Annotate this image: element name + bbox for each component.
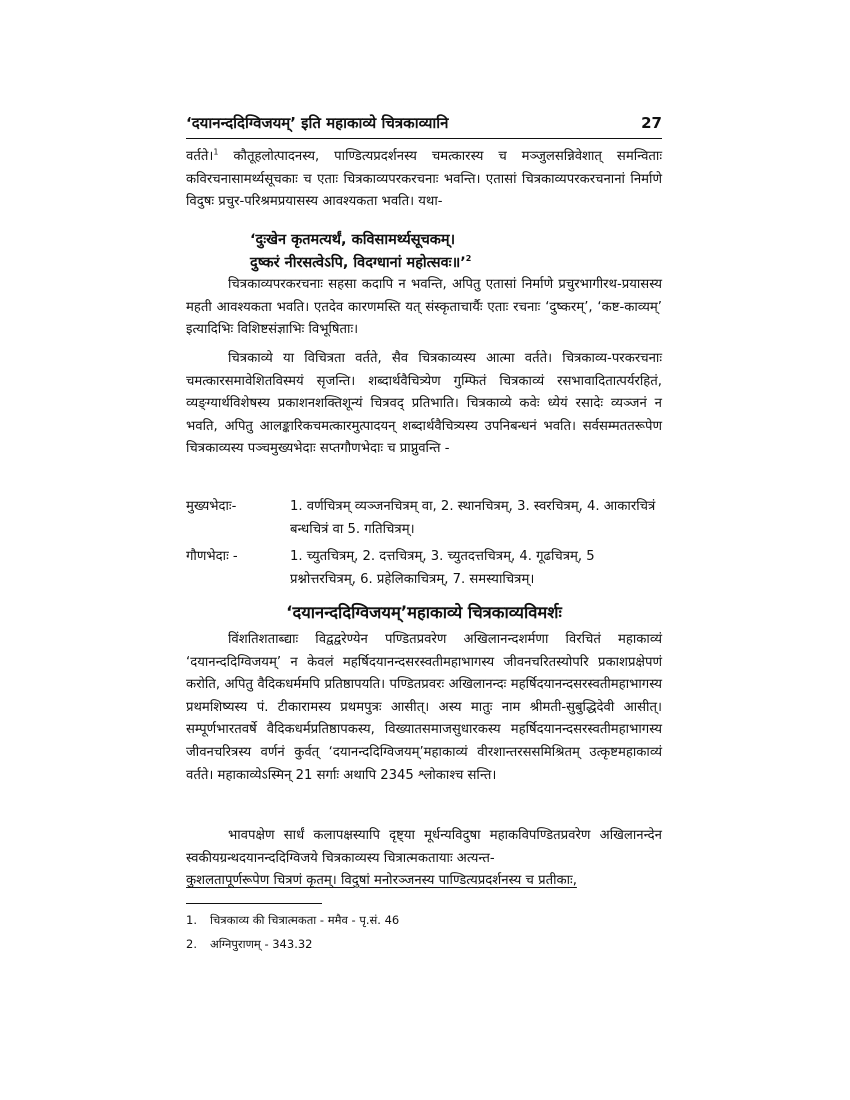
- mukhya-bheda-label: मुख्यभेदाः-: [186, 499, 237, 514]
- footnote-rule: [186, 903, 322, 904]
- footnote-ref-1: 1: [213, 147, 219, 157]
- running-header-title: ‘दयानन्ददिग्विजयम्’ इति महाकाव्ये चित्रकाव्यानि: [186, 114, 449, 132]
- paragraph-5-main: भावपक्षेण सार्धं कलापक्षस्यापि दृष्ट्या मूर्धन्यविदुषा महाकविपण्डितप्रवरेण अखिलानन्देन स्वकीयग्रन्थदयानन्ददिग्विजये चित्रकाव्यस्य चित्रात्मकतायाः अत्यन्त-: [186, 828, 662, 866]
- verse-line-2: दुष्करं नीरसत्वेऽपि, विदग्धानां महोत्सवः॥’: [250, 255, 466, 271]
- paragraph-1-start: वर्तते।: [186, 149, 214, 164]
- page-number: 27: [641, 114, 662, 132]
- mukhya-bheda-row: [186, 496, 662, 541]
- gauna-bheda-list: 1. च्युतचित्रम्, 2. दत्तचित्रम्, 3. च्युतदत्तचित्रम्, 4. गूढचित्रम्, 5 प्रश्नोत्तरचित्रम्, 6. प्रहेलिकाचित्रम्, 7. समस्याचित्रम्।: [290, 549, 595, 587]
- running-header: [186, 112, 662, 134]
- verse-quote: [250, 229, 670, 275]
- footnotes: [186, 908, 662, 956]
- mukhya-bheda-list: 1. वर्णचित्रम् व्यञ्जनचित्रम् वा, 2. स्थानचित्रम्, 3. स्वरचित्रम्, 4. आकारचित्रं बन्धचित्रं वा 5. गतिचित्रम्।: [290, 499, 656, 537]
- verse-line-1: ‘दुःखेन कृतमत्यर्थं, कविसामर्थ्यसूचकम्।: [250, 232, 456, 248]
- section-heading: ‘दयानन्ददिग्विजयम्’महाकाव्ये चित्रकाव्यविमर्शः: [286, 603, 562, 622]
- paragraph-5-last-line: कुशलतापूर्णरूपेण चित्रणं कृतम्। विदुषां मनोरञ्जनस्य पाण्डित्यप्रदर्शनस्य च प्रतीकाः,: [186, 873, 577, 889]
- footnote-2-text: अग्निपुराणम् - 343.32: [210, 937, 313, 951]
- gauna-bheda-row: [186, 546, 662, 591]
- paragraph-2: चित्रकाव्यपरकरचनाः सहसा कदापि न भवन्ति, अपितु एतासां निर्माणे प्रचुरभागीरथ-प्रयासस्य महती आवश्यकता भवति। एतदेव कारणमस्ति यत् संस्कृताचार्यैः एताः रचनाः ‘दुष्करम्’, ‘कष्ट-काव्यम्’ इत्यादिभिः विशिष्टसंज्ञाभिः विभूषिताः।: [186, 277, 662, 338]
- paragraph-5: [186, 825, 662, 893]
- footnote-2: 2. अग्निपुराणम् - 343.32: [186, 932, 662, 956]
- footnote-1-text: चित्रकाव्य की चित्रात्मकता - ममैव - पृ.सं. 46: [210, 913, 400, 927]
- paragraph-4: विंशतिशताब्द्याः विद्वद्वरेण्येन पण्डितप्रवरेण अखिलानन्दशर्मणा विरचितं महाकाव्यं ‘दयानन्ददिग्विजयम्’ न केवलं महर्षिदयानन्दसरस्वतीमहाभागस्य जीवनचरितस्योपरि प्रकाशप्रक्षेपणं करोति, अपितु वैदिकधर्ममपि प्रतिष्ठापयति। पण्डितप्रवरः अखिलानन्दः महर्षिदयानन्दसरस्वतीमहाभागस्य प्रथमशिष्यस्य पं. टीकारामस्य प्रथमपुत्रः आसीत्। अस्य मातुः नाम श्रीमती-सुबुद्धिदेवी आसीत्। सम्पूर्णभारतवर्षे वैदिकधर्मप्रतिष्ठापकस्य, विख्यातसमाजसुधारकस्य महर्षिदयानन्दसरस्वतीमहाभागस्य जीवनचरित्रस्य वर्णनं कुर्वत् ‘दयानन्ददिग्विजयम्’महाकाव्यं वीरशान्तरससमिश्रितम् उत्कृष्टमहाकाव्यं वर्तते। महाकाव्येऽस्मिन् 21 सर्गाः अथापि 2345 श्लोकाश्च सन्ति।: [186, 632, 662, 783]
- footnote-1: 1. चित्रकाव्य की चित्रात्मकता - ममैव - पृ.सं. 46: [186, 908, 662, 932]
- footnote-ref-2: 2: [465, 254, 472, 264]
- gauna-bheda-label: गौणभेदाः -: [186, 549, 238, 564]
- paragraph-3: चित्रकाव्ये या विचित्रता वर्तते, सैव चित्रकाव्यस्य आत्मा वर्तते। चित्रकाव्य-परकरचनाः चमत्कारसमावेशितविस्मयं सृजन्ति। शब्दार्थवैचित्र्येण गुम्फितं चित्रकाव्यं रसभावादितात्पर्यरहितं, व्यङ्ग्यार्थविशेषस्य प्रकाशनशक्तिशून्यं चित्रवद् प्रतिभाति। चित्रकाव्ये कवेः ध्येयं रसादेः व्यञ्जनं न भवति, अपितु आलङ्कारिकचमत्कारमुत्पादयन् शब्दार्थवैचित्र्यस्य उपनिबन्धनं भवति। सर्वसम्मततरूपेण चित्रकाव्यस्य पञ्चमुख्यभेदाः सप्तगौणभेदाः च प्राप्नुवन्ति -: [186, 351, 662, 457]
- paragraph-1-rest: कौतूहलोत्पादनस्य, पाण्डित्यप्रदर्शनस्य चमत्कारस्य च मञ्जुलसन्निवेशात् समन्विताः कविरचनासामर्थ्यसूचकाः च एताः चित्रकाव्यपरकरचनाः भवन्ति। एतासां चित्रकाव्यपरकरचनानां निर्माणे विदुषः प्रचुर-परिश्रमप्रयासस्य आवश्यकता भवति। यथा-: [186, 149, 662, 210]
- header-rule: [186, 138, 662, 139]
- paragraph-1: [186, 146, 662, 214]
